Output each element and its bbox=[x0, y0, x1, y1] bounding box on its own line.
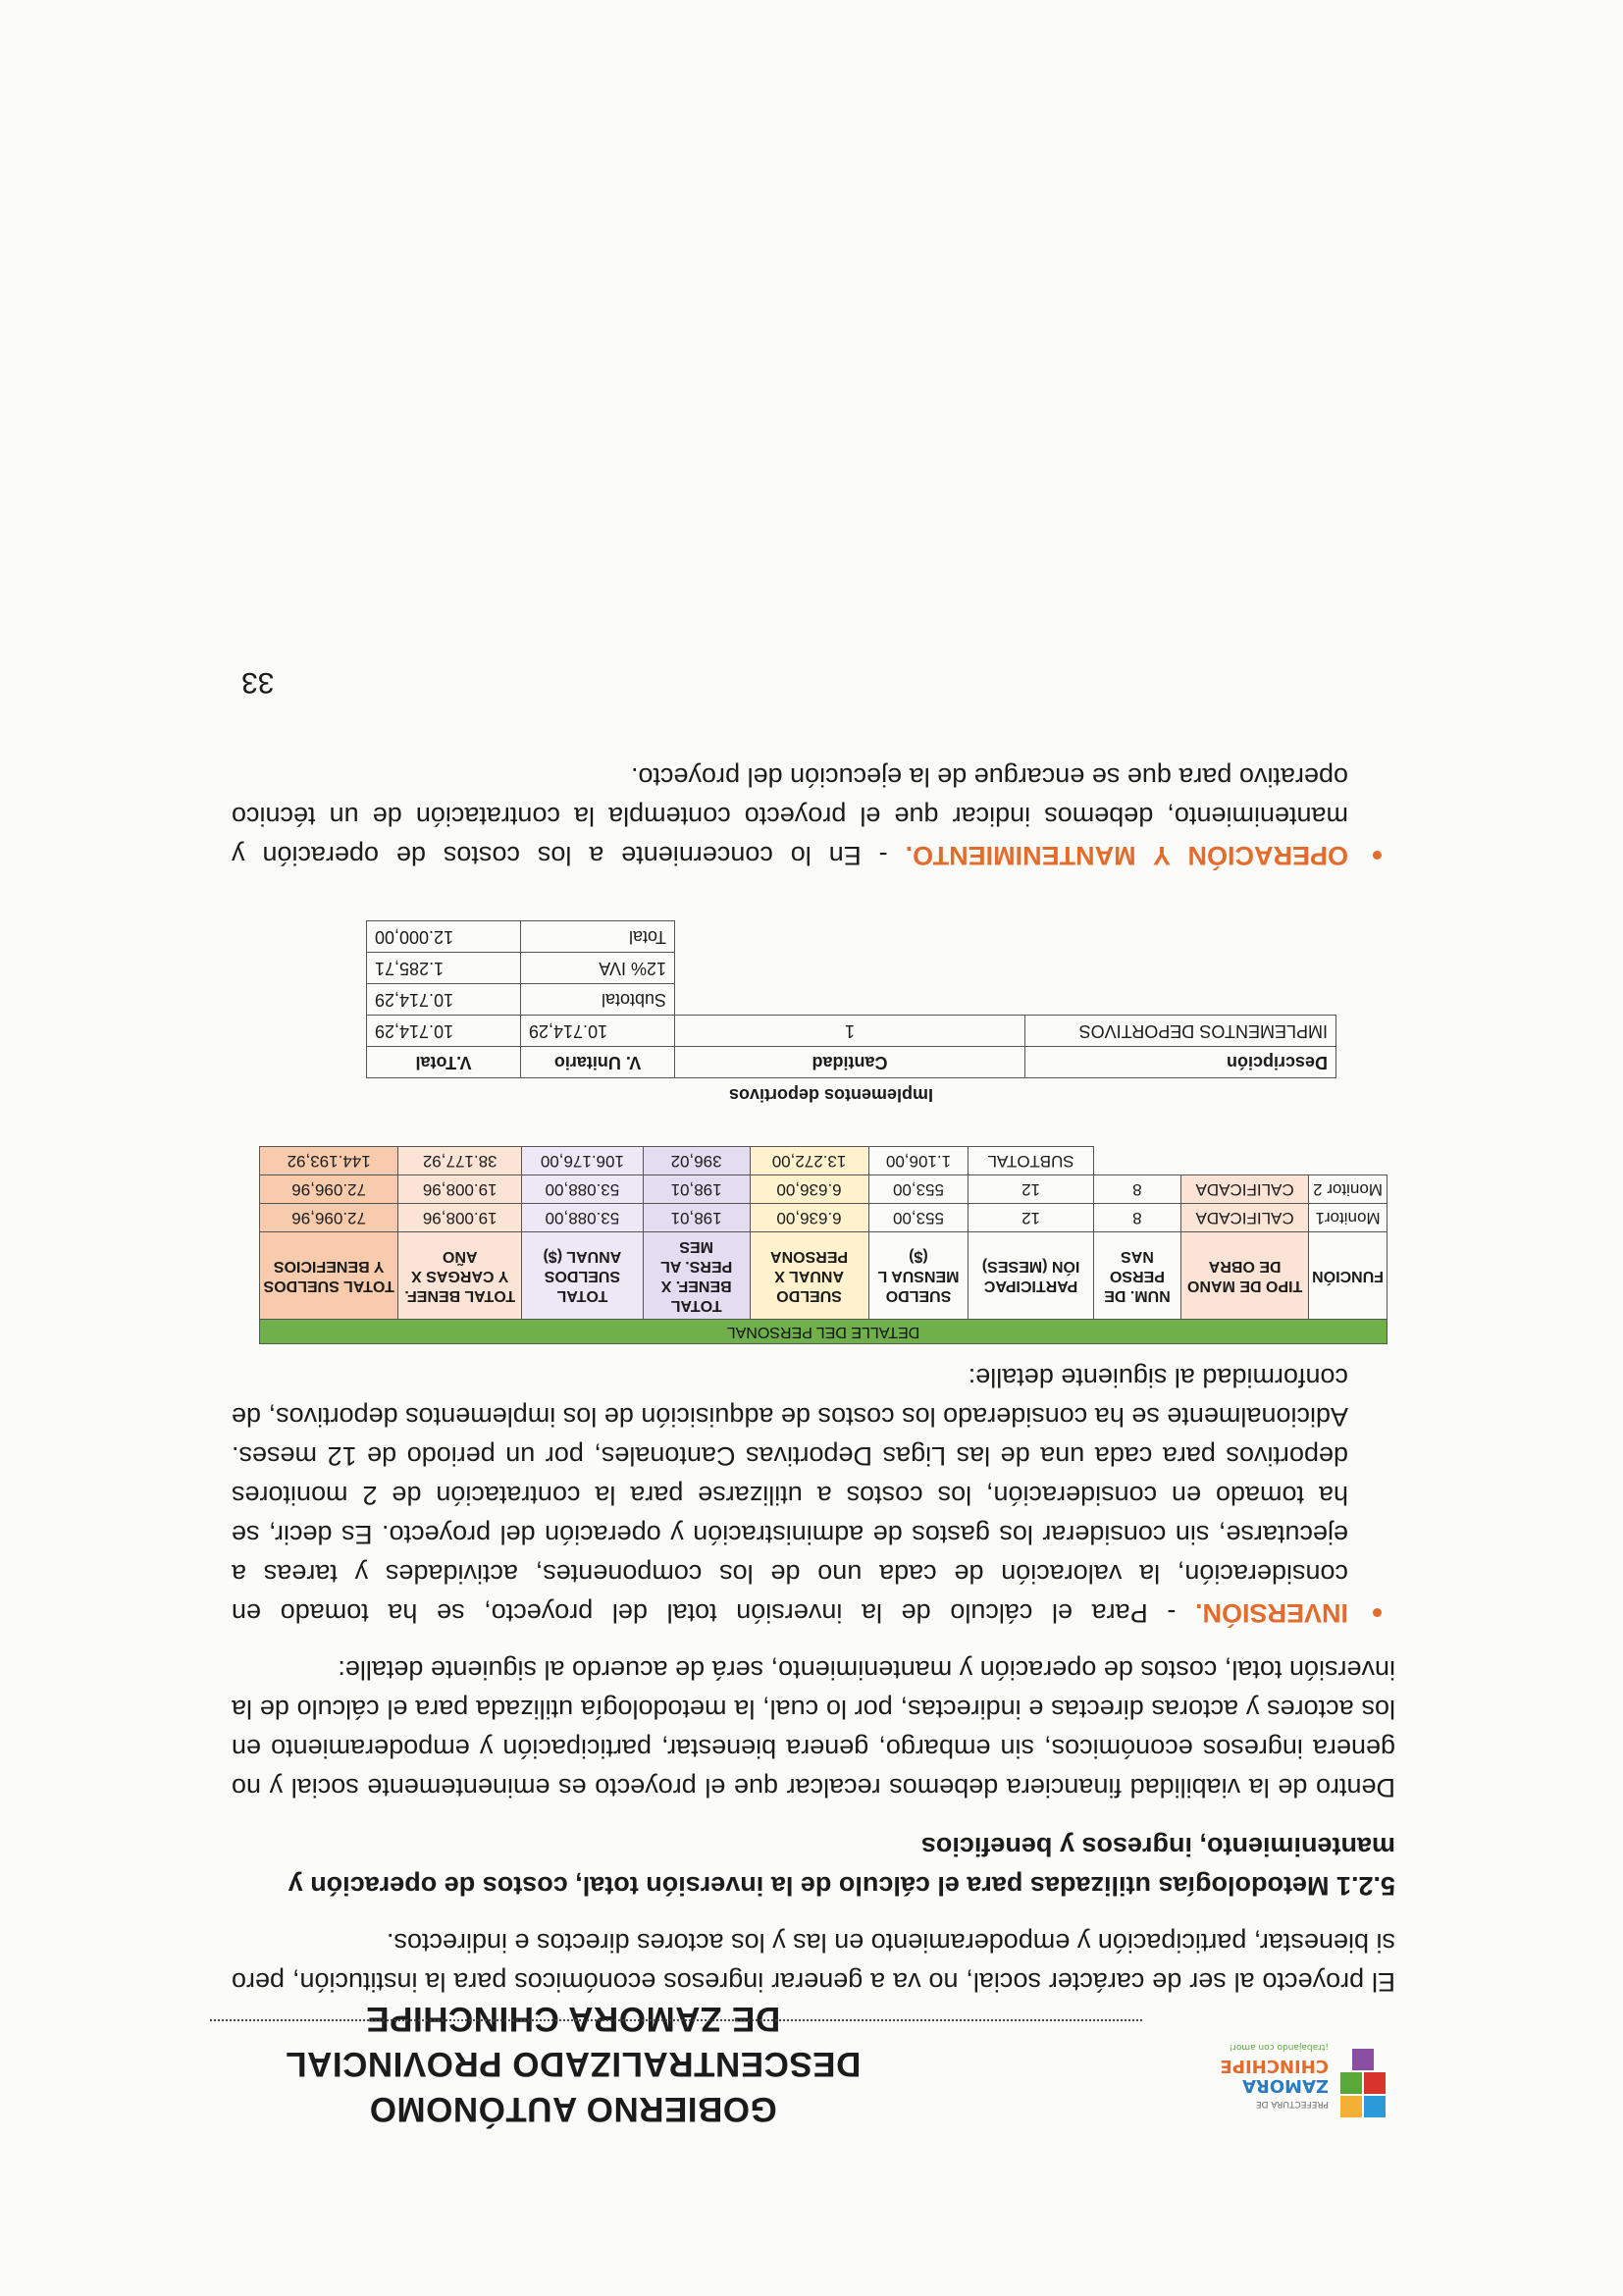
table-cell: 72.096,96 bbox=[260, 1204, 398, 1232]
table-cell: 144.193,92 bbox=[260, 1147, 398, 1175]
table-cell: 53.088,00 bbox=[522, 1204, 644, 1232]
table-cell: 19.008,96 bbox=[398, 1175, 522, 1204]
page-number: 33 bbox=[241, 666, 275, 699]
table-cell: 38.177,92 bbox=[398, 1147, 522, 1175]
subtotal-label: SUBTOTAL bbox=[969, 1147, 1093, 1175]
table-cell: CALIFICADA bbox=[1181, 1204, 1309, 1232]
col-header: TOTAL BENEF. X PERS. AL MES bbox=[643, 1232, 750, 1320]
table-cell: 12 bbox=[969, 1204, 1093, 1232]
col-header: TOTAL SUELDOS ANUAL ($) bbox=[522, 1232, 644, 1320]
header-divider bbox=[210, 2019, 1142, 2021]
col-header: Cantidad bbox=[675, 1047, 1025, 1078]
table-cell: 553,00 bbox=[868, 1204, 969, 1232]
prefectura-logo bbox=[1132, 2027, 1387, 2125]
implements-header bbox=[367, 1047, 1336, 1078]
inversion-bullet bbox=[232, 1358, 1395, 1633]
col-header: TIPO DE MANO DE OBRA bbox=[1181, 1232, 1309, 1320]
summary-label: 12% IVA bbox=[521, 953, 675, 984]
header-title bbox=[220, 1996, 926, 2131]
table-cell: 396,02 bbox=[643, 1147, 750, 1175]
table-cell: 6.636,00 bbox=[750, 1175, 868, 1204]
col-header: PARTICIPAC IÓN (MESES) bbox=[969, 1232, 1093, 1320]
header-title-line2: DE ZAMORA CHINCHIPE bbox=[365, 2000, 781, 2038]
col-header: NUM. DE PERSO NAS bbox=[1093, 1232, 1180, 1320]
bullet-dot-icon bbox=[1373, 1608, 1382, 1617]
table-cell: 1.106,00 bbox=[868, 1147, 969, 1175]
col-header: SUELDO ANUAL X PERSONA bbox=[750, 1232, 868, 1320]
col-header: TOTAL SUELDOS Y BENEFICIOS bbox=[260, 1232, 398, 1320]
subtotal-row bbox=[260, 1147, 1387, 1175]
summary-label: Total bbox=[521, 921, 675, 953]
col-header: Descripción bbox=[1025, 1047, 1336, 1078]
table-row bbox=[260, 1204, 1387, 1232]
header-title-line1: GOBIERNO AUTÓNOMO DESCENTRALIZADO PROVINCIAL bbox=[285, 2045, 862, 2128]
table-row bbox=[367, 1016, 1336, 1047]
operacion-text: - En lo concerniente a los costos de operación y mantenimiento, debemos indicar que el proyecto contempla la contratación de un técnico operativo para que se encargue de la ejecución del proyecto. bbox=[232, 762, 1348, 870]
summary-value: 10.714,29 bbox=[367, 984, 521, 1016]
intro-paragraph: El proyecto al ser de carácter social, no va a generar ingresos económicos para la institución, pero si bienestar, participación y empoderamiento en las y los actores directos e indirectos. bbox=[232, 1928, 1395, 1997]
svg-text:ZAMORA: ZAMORA bbox=[1242, 2075, 1329, 2096]
table-cell: 13.272,00 bbox=[750, 1147, 868, 1175]
table-cell: 12 bbox=[969, 1175, 1093, 1204]
table-cell: 198,01 bbox=[643, 1175, 750, 1204]
table-cell: 106.176,00 bbox=[522, 1147, 644, 1175]
personal-table-header bbox=[260, 1232, 1387, 1320]
page-body bbox=[232, 665, 1395, 2002]
table-cell: Monitor1 bbox=[1309, 1204, 1387, 1232]
table-cell: 6.636,00 bbox=[750, 1204, 868, 1232]
col-header: V.Total bbox=[367, 1047, 521, 1078]
summary-label: Subtotal bbox=[521, 984, 675, 1016]
table-cell: 8 bbox=[1093, 1175, 1180, 1204]
table-cell: CALIFICADA bbox=[1181, 1175, 1309, 1204]
col-header: TOTAL BENEF. Y CARGAS X AÑO bbox=[398, 1232, 522, 1320]
table-cell: 10.714,29 bbox=[367, 1016, 521, 1047]
svg-text:CHINCHIPE: CHINCHIPE bbox=[1220, 2056, 1329, 2076]
table-cell: 10.714,29 bbox=[521, 1016, 675, 1047]
personal-table bbox=[259, 1146, 1387, 1344]
summary-value: 1.285,71 bbox=[367, 953, 521, 984]
personal-table-band: DETALLE DEL PERSONAL bbox=[260, 1320, 1387, 1344]
table-cell: Monitor 2 bbox=[1309, 1175, 1387, 1204]
col-header: FUNCIÓN bbox=[1309, 1232, 1387, 1320]
col-header: SUELDO MENSUA L ($) bbox=[868, 1232, 969, 1320]
col-header: V. Unitario bbox=[521, 1047, 675, 1078]
table-cell: 198,01 bbox=[643, 1204, 750, 1232]
table-cell: 19.008,96 bbox=[398, 1204, 522, 1232]
table-cell: 8 bbox=[1093, 1204, 1180, 1232]
implements-table bbox=[366, 920, 1336, 1078]
table-cell: IMPLEMENTOS DEPORTIVOS bbox=[1025, 1016, 1336, 1047]
table-cell: 72.096,96 bbox=[260, 1175, 398, 1204]
summary-row bbox=[367, 953, 1336, 984]
inversion-text: - Para el cálculo de la inversión total del proyecto, se ha tomado en consideración, la valoración de cada uno de los componentes, actividades y tareas a ejecutarse, sin considerar los gastos de administración y operación del proyecto. Es decir, se ha tomado en consideración, los costos a utilizarse para la contratación de 2 monitores deportivos para cada una de las Ligas Deportivas Cantonales, por un periodo de 12 meses. Adicionalmente se ha considerado los costos de adquisición de los implementos deportivos, de conformidad al siguiente detalle: bbox=[232, 1363, 1348, 1628]
summary-value: 12.000,00 bbox=[367, 921, 521, 953]
svg-text:¡trabajando con amor!: ¡trabajando con amor! bbox=[1229, 2042, 1329, 2052]
page-header bbox=[210, 2000, 1387, 2131]
section-title: 5.2.1 Metodologías utilizadas para el cálculo de la inversión total, costos de operación y mantenimiento, ingresos y beneficios bbox=[288, 1832, 1395, 1901]
svg-text:PREFECTURA DE: PREFECTURA DE bbox=[1255, 2099, 1329, 2109]
summary-row bbox=[367, 984, 1336, 1016]
table-row bbox=[260, 1175, 1387, 1204]
table-cell: 553,00 bbox=[868, 1175, 969, 1204]
table-cell: 53.088,00 bbox=[522, 1175, 644, 1204]
implements-caption: Implementos deportivos bbox=[728, 1085, 934, 1105]
operacion-lead: OPERACIÓN Y MANTENIMIENTO. bbox=[905, 841, 1348, 870]
summary-row bbox=[367, 921, 1336, 953]
section-paragraph: Dentro de la viabilidad financiera debemos recalcar que el proyecto es eminentemente social y no genera ingresos económicos, sin embargo, genera bienestar, participación y empoderamiento en los actores y actoras directas e indirectas, por lo cual, la metodología utilizada para el cálculo de la inversión total, costos de operación y mantenimiento, será de acuerdo al siguiente detalle: bbox=[232, 1655, 1395, 1802]
inversion-lead: INVERSIÓN. bbox=[1194, 1598, 1348, 1628]
bullet-dot-icon bbox=[1373, 851, 1382, 860]
table-cell: 1 bbox=[675, 1016, 1025, 1047]
operacion-bullet bbox=[232, 757, 1395, 875]
